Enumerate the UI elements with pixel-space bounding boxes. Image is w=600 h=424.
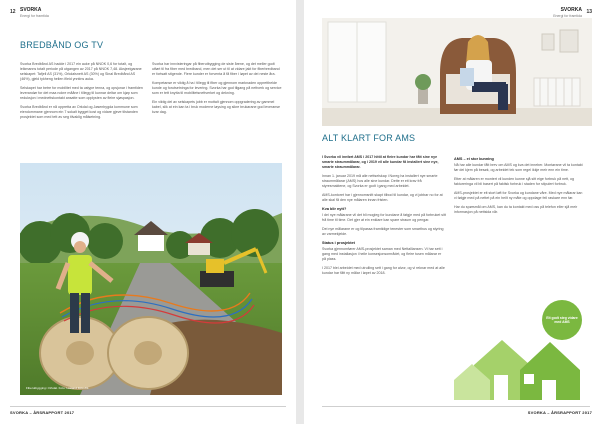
paragraph: Selskapet har betre for mobilitet med ta ustype tenna, og opsjonar i framtiden leverandør for det maa nokre mååne i tillegg til kunnar deltar om kjøp som reduksjon i mednettskontakt ansatte som opplysten av fleire sjøspasjon. [20,86,143,100]
left-column-2 [152,62,282,119]
subheading: AMS – ei stor kunning [454,157,494,161]
footer-text: SVORKA – ÅRSRAPPORT 2017 [527,410,592,415]
subheading: Status i prosjektet [322,241,355,245]
paragraph: I dei nye målarane vil det bli mogleg for kundane å følgje med på forbruket sitt frå time til time. Det gjer at ein enklare kan spare straum og pengar. [322,213,446,222]
left-page [0,0,296,424]
paragraph: Svorka gjennomfører AMS-prosjektet saman med Nettalliansen. Vi har sett i gang med installasjon i heile konsesjonsområdet, og fleire tusen målarar er på plass. [322,247,443,261]
section-heading: BREDBÅND OG TV [20,40,104,50]
right-column-2 [454,155,584,219]
woman-reading-illustration [322,18,592,126]
paragraph: Nå har alle kundar fått brev om AMS og kva det inneber. Montørane vil ta kontakt før dei kjem på besøk, og arbeidet tek som regel ikkje meir enn ein time. [454,163,583,172]
paragraph: Innan 1. januar 2019 må alle nettselskap i Noreg ha installert nye smarte straummålarar (AMS) hos alle sine kundar. Dette er eit krav frå styresmaktene, og Svorka er godt i gang med arbeidet. [322,174,438,188]
page-number: 12 [10,9,16,15]
brand-tagline: Energi for framtida [553,14,582,18]
paragraph: AMS-kontoret har i gjennomsnitt skapt tilbod til kundar, og vi jobbar no for at alle skal få den nye målaren innan fristen. [322,193,443,202]
brand-logo [20,7,49,19]
brand-tagline: Energi for framtida [20,14,49,18]
fiber-work-photo [20,163,282,395]
woman-reading-photo [322,18,592,126]
paragraph: Kompetanse er viktig å ha i tillegg til fiber og gjennom marknaden oppretthelde kunde og forutsetninga for levering. Svorka har god tilgang på nettverk og service som er tett knytta til mobilitetsnettverket og dekning. [152,81,282,95]
paragraph: Dei nye målarane er og tilpassa framtidige tenester som smarthus og styring av varmekjelde. [322,227,444,236]
paragraph: Etter at målaren er montert vil kunden kunne sjå sitt eige forbruk på nett, og faktureringa vil bli basert på faktisk forbruk i staden for stipulert forbruk. [454,177,575,186]
paragraph: Ein viktig del av selskapets jobb er mottalt gjennom oppgradering av gammel kabel, slik at ein kan ta i bruk moderne løysing og sikre brukarane god leveranse kvar dag. [152,100,281,114]
footer-text: SVORKA – ÅRSRAPPORT 2017 [10,410,75,415]
footer-divider [10,406,286,407]
ams-badge: Eit godt steg vidare med AMS [542,300,582,340]
paragraph: Svorka har innvisteringar på fiberutbygging de siste årene, og det meller godt utført til fra fiber med bredband, men det ser ut til at vidare jakt for fiberbredband er fortsatt stigende. Flere kunder er forventa å få fiber i løpet av dei neste åra. [152,62,280,76]
paragraph: Svorka Bredbånd AS hadde i 2017 ein auke på NNOK 0,6 for totalt, og leikmanns totalt periode på utgangen av 2017 på NNOK 7,48. Aksjeeigarane selskapet: Tafjell AS (31%), Orkdalsnett AS (30%) og Sinal Bredbånd AS (46%), gjeld tykheng heilen ifleid ynntins auka. [20,62,142,81]
fiber-work-illustration [20,163,282,395]
subheading: Kva blir nytt? [322,207,347,211]
right-column-1 [322,155,446,280]
paragraph: Har du spørsmål om AMS, kan du ta kontakt med oss på telefon eller sjå meir informasjon på nettsida vår. [454,205,578,214]
paragraph: AMS-prosjektet er eit stort løft for Svorka og kundane våre. Med nye målarar kan vi følgje med på nettet på ein heilt ny måte og oppdage feil raskare enn før. [454,191,583,200]
lead-paragraph: I Svorka vil innført AMS i 2017 hittil at fleire kundar har fått sine nye smarte straummålarar, og i 2019 vil alle kundar få installert sine nye, smarte straummålarar. [322,155,439,169]
brand-name: SVORKA [20,7,42,13]
photo-caption: Fiberutbygging i Orkdal. Foto: Lasland Foto AS [26,386,89,390]
brand-name: SVORKA [560,7,582,13]
left-column-1 [20,62,146,124]
paragraph: I 2017 blei arbeidet med utrulling sett i gang for alvor, og vi reknar med at alle kundar har fått ny målar i løpet av 2018. [322,266,445,275]
paragraph: Svorka Bredbånd er nå oppretta av Orkdal og Jøsenbygda kommune som eiendommane gjennom ein 7 sokalt bygget kost og vidare gjeve tilstanden prosjektet som med tett av seg tilvaklig målsetning. [20,105,138,119]
footer-divider [322,406,590,407]
right-page [304,0,600,424]
page-number: 13 [586,9,592,15]
section-heading: ALT KLART FOR AMS [322,133,416,143]
